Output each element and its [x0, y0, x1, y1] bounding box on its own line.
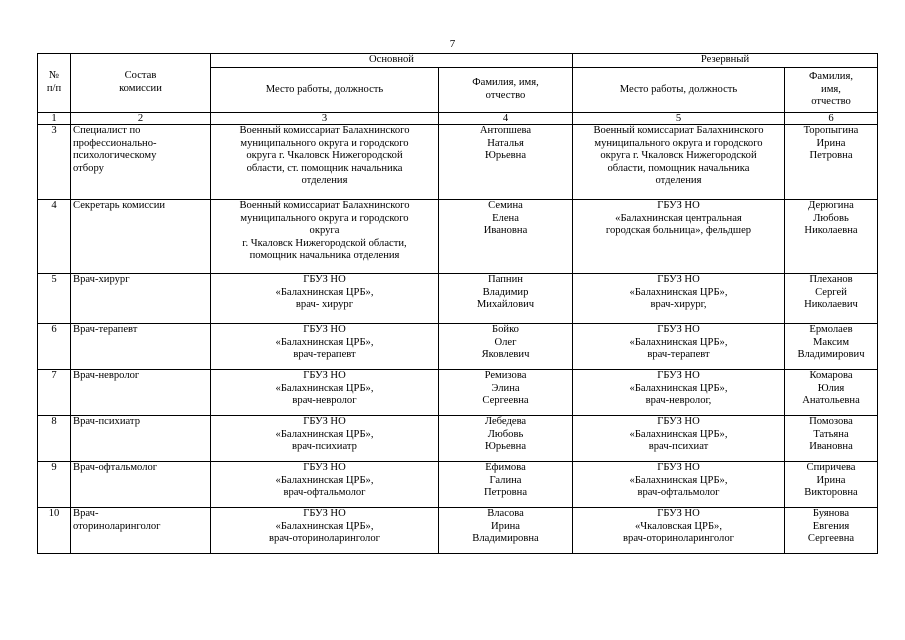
main-workplace: ГБУЗ НО «Балахнинская ЦРБ», врач-терапевт [211, 324, 439, 370]
commission-role: Врач-офтальмолог [71, 462, 211, 508]
table-row [38, 416, 878, 462]
main-name: Бойко Олег Яковлевич [439, 324, 573, 370]
reserve-name: Дерюгина Любовь Николаевна [785, 200, 878, 274]
reserve-workplace: ГБУЗ НО «Балахнинская ЦРБ», врач-офтальмолог [573, 462, 785, 508]
main-name: Семина Елена Ивановна [439, 200, 573, 274]
column-number: 2 [71, 113, 211, 125]
header-main: Основной [211, 54, 573, 68]
row-number: 7 [38, 370, 71, 416]
row-number: 9 [38, 462, 71, 508]
row-number: 6 [38, 324, 71, 370]
reserve-name: Спиричева Ирина Викторовна [785, 462, 878, 508]
commission-role: Врач-невролог [71, 370, 211, 416]
commission-role: Врач-психиатр [71, 416, 211, 462]
table-row [38, 274, 878, 324]
reserve-workplace: ГБУЗ НО «Балахнинская центральная городская больница», фельдшер [573, 200, 785, 274]
main-name: Ефимова Галина Петровна [439, 462, 573, 508]
row-number: 8 [38, 416, 71, 462]
column-number: 4 [439, 113, 573, 125]
reserve-name: Плеханов Сергей Николаевич [785, 274, 878, 324]
main-workplace: ГБУЗ НО «Балахнинская ЦРБ», врач- хирург [211, 274, 439, 324]
header-num: № п/п [38, 54, 71, 113]
column-number-row [38, 113, 878, 125]
row-number: 10 [38, 508, 71, 554]
row-number: 3 [38, 125, 71, 200]
reserve-name: Буянова Евгения Сергеевна [785, 508, 878, 554]
column-number: 3 [211, 113, 439, 125]
column-number: 5 [573, 113, 785, 125]
reserve-name: Торопыгина Ирина Петровна [785, 125, 878, 200]
main-workplace: Военный комиссариат Балахнинского муниципального округа и городского округа г. Чкаловск Нижегородской области, ст. помощник начальника отделения [211, 125, 439, 200]
column-number: 1 [38, 113, 71, 125]
header-composition: Состав комиссии [71, 54, 211, 113]
reserve-workplace: ГБУЗ НО «Балахнинская ЦРБ», врач-невролог, [573, 370, 785, 416]
header-row-top [38, 54, 878, 68]
main-workplace: ГБУЗ НО «Балахнинская ЦРБ», врач-психиатр [211, 416, 439, 462]
reserve-workplace: ГБУЗ НО «Чкаловская ЦРБ», врач-оториноларинголог [573, 508, 785, 554]
main-workplace: ГБУЗ НО «Балахнинская ЦРБ», врач-офтальмолог [211, 462, 439, 508]
reserve-workplace: ГБУЗ НО «Балахнинская ЦРБ», врач-хирург, [573, 274, 785, 324]
table-row [38, 200, 878, 274]
commission-table [37, 53, 878, 554]
header-workplace-reserve: Место работы, должность [573, 68, 785, 113]
header-reserve: Резервный [573, 54, 878, 68]
reserve-name: Ермолаев Максим Владимирович [785, 324, 878, 370]
row-number: 4 [38, 200, 71, 274]
reserve-workplace: ГБУЗ НО «Балахнинская ЦРБ», врач-терапевт [573, 324, 785, 370]
main-workplace: Военный комиссариат Балахнинского муниципального округа и городского округа г. Чкаловск Нижегородской области, помощник начальника отделения [211, 200, 439, 274]
header-name-reserve: Фамилия, имя, отчество [785, 68, 878, 113]
reserve-name: Помозова Татьяна Ивановна [785, 416, 878, 462]
commission-role: Врач- оториноларинголог [71, 508, 211, 554]
reserve-name: Комарова Юлия Анатольевна [785, 370, 878, 416]
table-row [38, 462, 878, 508]
main-workplace: ГБУЗ НО «Балахнинская ЦРБ», врач-невролог [211, 370, 439, 416]
commission-role: Врач-терапевт [71, 324, 211, 370]
commission-role: Врач-хирург [71, 274, 211, 324]
table-row [38, 324, 878, 370]
commission-role: Секретарь комиссии [71, 200, 211, 274]
main-name: Антопшева Наталья Юрьевна [439, 125, 573, 200]
row-number: 5 [38, 274, 71, 324]
table-row [38, 370, 878, 416]
column-number: 6 [785, 113, 878, 125]
main-name: Власова Ирина Владимировна [439, 508, 573, 554]
header-name-main: Фамилия, имя, отчество [439, 68, 573, 113]
header-workplace: Место работы, должность [211, 68, 439, 113]
main-name: Папнин Владимир Михайлович [439, 274, 573, 324]
reserve-workplace: Военный комиссариат Балахнинского муниципального округа и городского округа г. Чкаловск Нижегородской области, помощник начальника отделения [573, 125, 785, 200]
table-row [38, 125, 878, 200]
main-workplace: ГБУЗ НО «Балахнинская ЦРБ», врач-оториноларинголог [211, 508, 439, 554]
reserve-workplace: ГБУЗ НО «Балахнинская ЦРБ», врач-психиат [573, 416, 785, 462]
main-name: Лебедева Любовь Юрьевна [439, 416, 573, 462]
commission-role: Специалист по профессионально- психологическому отбору [71, 125, 211, 200]
main-name: Ремизова Элина Сергеевна [439, 370, 573, 416]
table-row [38, 508, 878, 554]
page-number: 7 [449, 38, 456, 50]
